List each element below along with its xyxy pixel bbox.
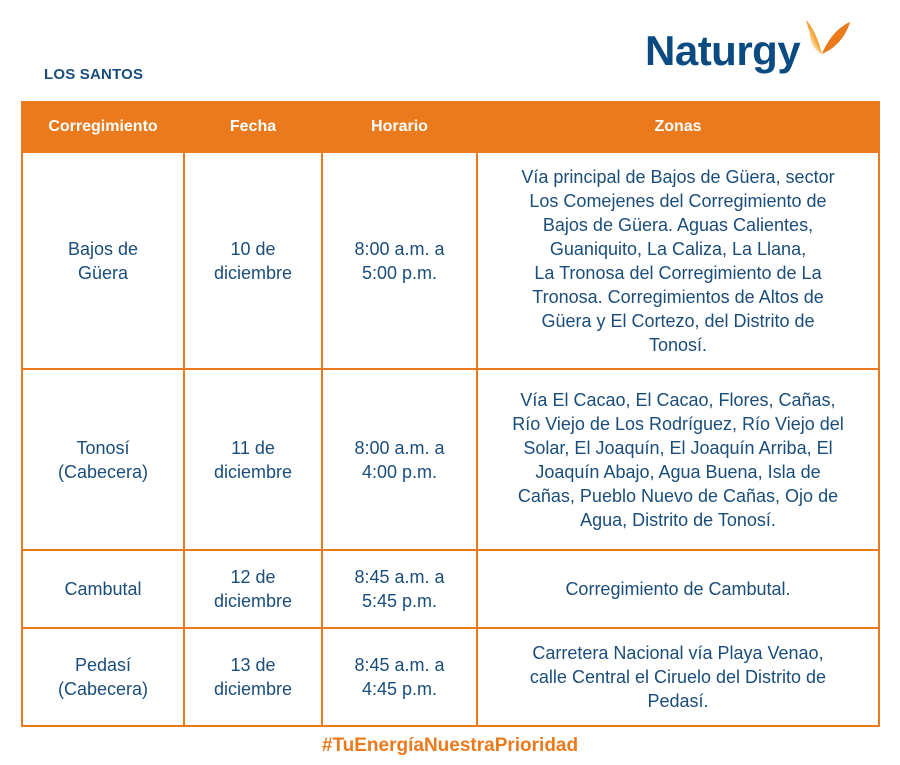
cell-horario: 8:00 a.m. a 4:00 p.m. xyxy=(322,369,477,550)
butterfly-icon xyxy=(802,16,852,74)
header-zonas: Zonas xyxy=(477,102,879,152)
cell-zonas: Corregimiento de Cambutal. xyxy=(477,550,879,628)
cell-fecha: 13 de diciembre xyxy=(184,628,322,726)
cell-corregimiento: Cambutal xyxy=(22,550,184,628)
cell-corregimiento: Pedasí (Cabecera) xyxy=(22,628,184,726)
cell-fecha: 10 de diciembre xyxy=(184,152,322,369)
cell-zonas: Vía El Cacao, El Cacao, Flores, Cañas, Río Viejo de Los Rodríguez, Río Viejo del Solar, El Joaquín, El Joaquín Arriba, El Joaquín Abajo, Agua Buena, Isla de Cañas, Pueblo Nuevo de Cañas, Ojo de Agua, Distrito de Tonosí. xyxy=(477,369,879,550)
cell-fecha: 12 de diciembre xyxy=(184,550,322,628)
region-title: LOS SANTOS xyxy=(44,66,144,83)
cell-corregimiento: Bajos de Güera xyxy=(22,152,184,369)
table-header-row xyxy=(22,102,879,152)
cell-corregimiento: Tonosí (Cabecera) xyxy=(22,369,184,550)
cell-fecha: 11 de diciembre xyxy=(184,369,322,550)
cell-zonas: Carretera Nacional vía Playa Venao, calle Central el Ciruelo del Distrito de Pedasí. xyxy=(477,628,879,726)
header-horario: Horario xyxy=(322,102,477,152)
cell-horario: 8:45 a.m. a 4:45 p.m. xyxy=(322,628,477,726)
cell-horario: 8:00 a.m. a 5:00 p.m. xyxy=(322,152,477,369)
schedule-table xyxy=(21,101,880,727)
header-fecha: Fecha xyxy=(184,102,322,152)
table-row xyxy=(22,152,879,369)
header-corregimiento: Corregimiento xyxy=(22,102,184,152)
table-row xyxy=(22,369,879,550)
naturgy-logo xyxy=(645,16,885,86)
footer-hashtag: #TuEnergíaNuestraPrioridad xyxy=(321,735,579,756)
cell-zonas: Vía principal de Bajos de Güera, sector Los Comejenes del Corregimiento de Bajos de Güera. Aguas Calientes, Guaniquito, La Caliza, La Llana, La Tronosa del Corregimiento de La Tronosa. Corregimientos de Altos de Güera y El Cortezo, del Distrito de Tonosí. xyxy=(477,152,879,369)
table-row xyxy=(22,628,879,726)
table-row xyxy=(22,550,879,628)
brand-name: Naturgy xyxy=(645,27,801,74)
cell-horario: 8:45 a.m. a 5:45 p.m. xyxy=(322,550,477,628)
